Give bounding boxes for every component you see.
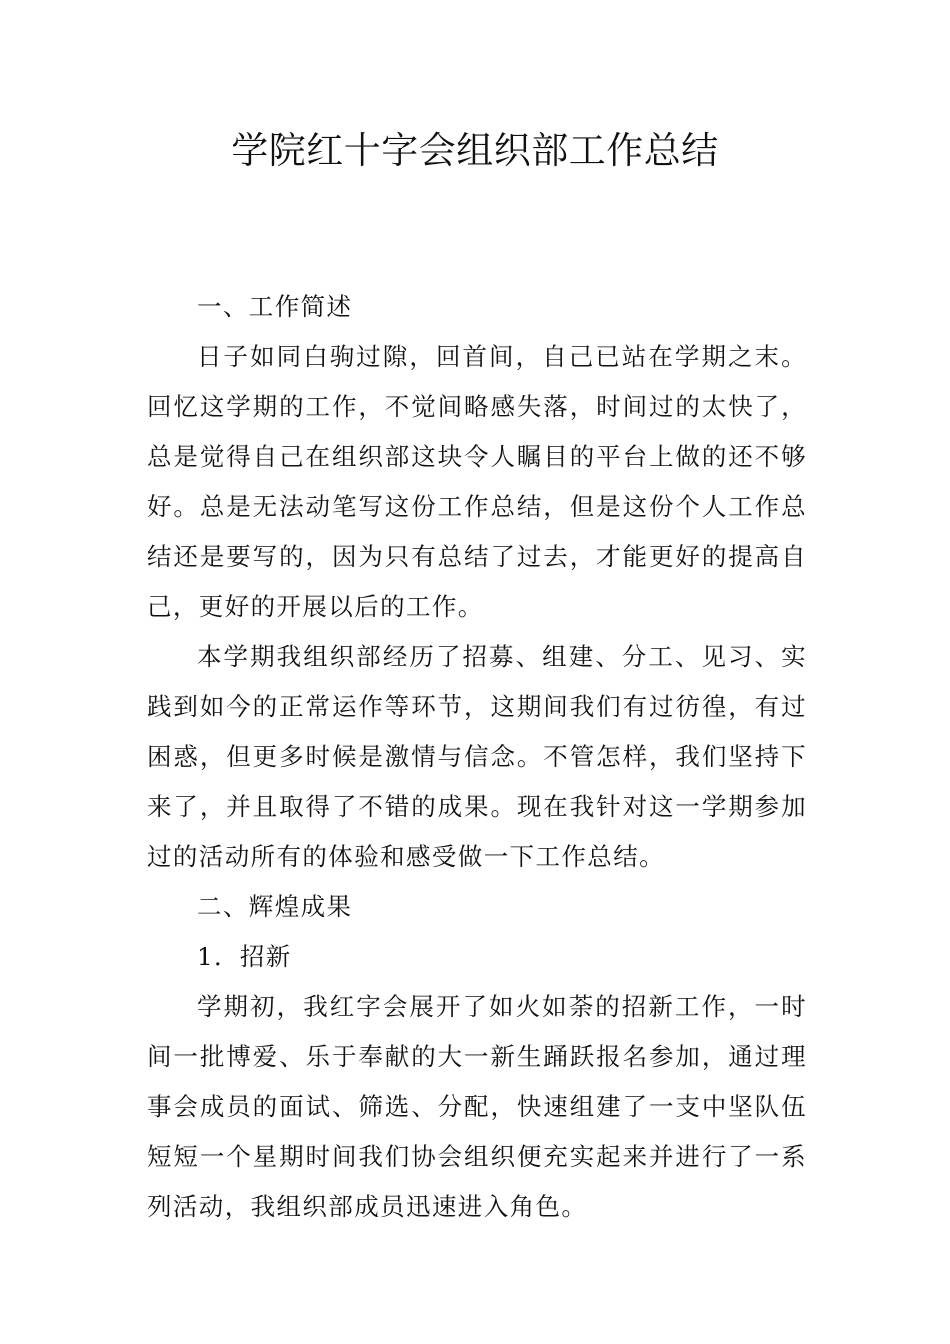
section-heading-achievements: 二、辉煌成果 <box>197 892 353 921</box>
subsection-heading-recruitment: 1．招新 <box>197 942 292 971</box>
document-title: 学院红十字会组织部工作总结 <box>231 129 719 172</box>
paragraph-recruitment: 学期初，我红字会展开了如火如荼的招新工作，一时间一批博爱、乐于奉献的大一新生踊跃报名参加，通过理事会成员的面试、筛选、分配，快速组建了一支中坚队伍短短一个星期时间我们协会组织便充实起来并进行了一系列活动，我组织部成员迅速进入角色。 <box>147 992 807 1221</box>
paragraph-intro: 日子如同白驹过隙，回首间，自己已站在学期之末。回忆这学期的工作，不觉间略感失落，时间过的太快了，总是觉得自己在组织部这块令人瞩目的平台上做的还不够好。总是无法动笔写这份工作总结，但是这份个人工作总结还是要写的，因为只有总结了过去，才能更好的提高自己，更好的开展以后的工作。 <box>147 342 807 621</box>
document-body <box>147 282 807 1232</box>
section-heading-overview: 一、工作简述 <box>197 292 353 321</box>
paragraph-semester: 本学期我组织部经历了招募、组建、分工、见习、实践到如今的正常运作等环节，这期间我们有过彷徨，有过困惑，但更多时候是激情与信念。不管怎样，我们坚持下来了，并且取得了不错的成果。现在我针对这一学期参加过的活动所有的体验和感受做一下工作总结。 <box>147 642 807 871</box>
